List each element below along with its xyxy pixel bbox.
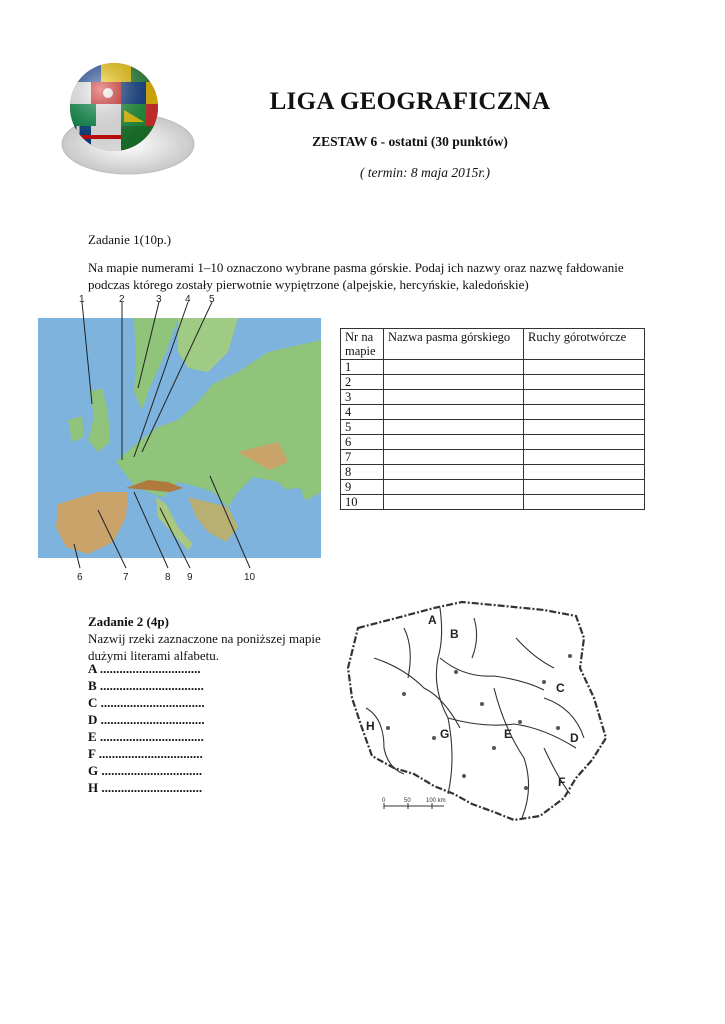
orogeny-cell[interactable] — [524, 405, 645, 420]
river-letter-d: D — [570, 731, 579, 745]
task2-description: Nazwij rzeki zaznaczone na poniższej mapie dużymi literami alfabetu. — [88, 631, 321, 663]
col-header-orogeny: Ruchy górotwórcze — [524, 329, 645, 360]
range-name-cell[interactable] — [384, 480, 524, 495]
row-number: 5 — [341, 420, 384, 435]
row-number: 7 — [341, 450, 384, 465]
answer-line-g[interactable]: G ............................... — [88, 763, 203, 778]
row-number: 6 — [341, 435, 384, 450]
range-name-cell[interactable] — [384, 495, 524, 510]
answer-line-f[interactable]: F ................................ — [88, 746, 203, 761]
globe-flags-logo — [46, 52, 196, 182]
table-row — [341, 450, 645, 465]
range-name-cell[interactable] — [384, 435, 524, 450]
orogeny-cell[interactable] — [524, 390, 645, 405]
orogeny-cell[interactable] — [524, 435, 645, 450]
river-letter-g: G — [440, 727, 450, 741]
range-name-cell[interactable] — [384, 465, 524, 480]
orogeny-cell[interactable] — [524, 375, 645, 390]
orogeny-cell[interactable] — [524, 480, 645, 495]
river-letter-h: H — [366, 719, 375, 733]
answer-line-a[interactable]: A ............................... — [88, 661, 201, 676]
range-name-cell[interactable] — [384, 375, 524, 390]
river-letter-a: A — [428, 613, 437, 627]
table-row — [341, 390, 645, 405]
table-row — [341, 420, 645, 435]
scale-label-50: 50 — [404, 798, 411, 804]
mountain-ranges-table — [340, 328, 645, 510]
answer-line-b[interactable]: B ................................ — [88, 678, 204, 693]
col-header-range-name: Nazwa pasma górskiego — [384, 329, 524, 360]
task2-heading: Zadanie 2 (4p) — [88, 614, 169, 629]
river-letter-c: C — [556, 681, 565, 695]
orogeny-cell[interactable] — [524, 450, 645, 465]
page-title: LIGA GEOGRAFICZNA — [269, 88, 551, 115]
table-row — [341, 405, 645, 420]
row-number: 2 — [341, 375, 384, 390]
map-label-10: 10 — [244, 572, 256, 583]
river-letter-e: E — [504, 727, 513, 741]
scale-label-100: 100 km — [426, 798, 446, 804]
orogeny-cell[interactable] — [524, 360, 645, 375]
map-label-2: 2 — [119, 294, 125, 305]
range-name-cell[interactable] — [384, 360, 524, 375]
europe-mountains-map — [38, 292, 321, 584]
deadline-note: ( termin: 8 maja 2015r.) — [359, 165, 491, 180]
map-label-9: 9 — [187, 572, 193, 583]
orogeny-cell[interactable] — [524, 465, 645, 480]
table-row — [341, 375, 645, 390]
map-label-6: 6 — [77, 572, 83, 583]
table-row — [341, 435, 645, 450]
col-header-number: Nr na mapie — [341, 329, 384, 360]
answer-line-c[interactable]: C ................................ — [88, 695, 205, 710]
river-letter-f: F — [558, 775, 566, 789]
row-number: 8 — [341, 465, 384, 480]
map-scale-bar — [382, 798, 446, 809]
task1-description: Na mapie numerami 1–10 oznaczono wybrane pasma górskie. Podaj ich nazwy oraz nazwę fałdowanie podczas którego zostały pierwotnie wypiętrzone (alpejskie, hercyńskie, kaledońskie) — [88, 260, 624, 292]
river-answer-list — [88, 660, 205, 796]
answer-line-e[interactable]: E ................................ — [88, 729, 204, 744]
map-label-1: 1 — [79, 294, 85, 305]
table-row — [341, 495, 645, 510]
scale-label-0: 0 — [382, 798, 386, 804]
range-name-cell[interactable] — [384, 450, 524, 465]
answer-line-h[interactable]: H ............................... — [88, 780, 203, 795]
poland-rivers-map — [344, 598, 614, 830]
map-label-7: 7 — [123, 572, 129, 583]
table-row — [341, 480, 645, 495]
range-name-cell[interactable] — [384, 390, 524, 405]
map-label-3: 3 — [156, 294, 162, 305]
map-label-4: 4 — [185, 294, 191, 305]
row-number: 3 — [341, 390, 384, 405]
map-label-5: 5 — [209, 294, 215, 305]
row-number: 10 — [341, 495, 384, 510]
row-number: 9 — [341, 480, 384, 495]
river-letter-b: B — [450, 627, 459, 641]
orogeny-cell[interactable] — [524, 495, 645, 510]
answer-line-d[interactable]: D ................................ — [88, 712, 205, 727]
range-name-cell[interactable] — [384, 420, 524, 435]
table-row — [341, 465, 645, 480]
set-subtitle: ZESTAW 6 - ostatni (30 punktów) — [312, 134, 508, 149]
row-number: 1 — [341, 360, 384, 375]
map-label-8: 8 — [165, 572, 171, 583]
table-row — [341, 360, 645, 375]
task1-heading: Zadanie 1(10p.) — [88, 232, 172, 247]
orogeny-cell[interactable] — [524, 420, 645, 435]
range-name-cell[interactable] — [384, 405, 524, 420]
row-number: 4 — [341, 405, 384, 420]
